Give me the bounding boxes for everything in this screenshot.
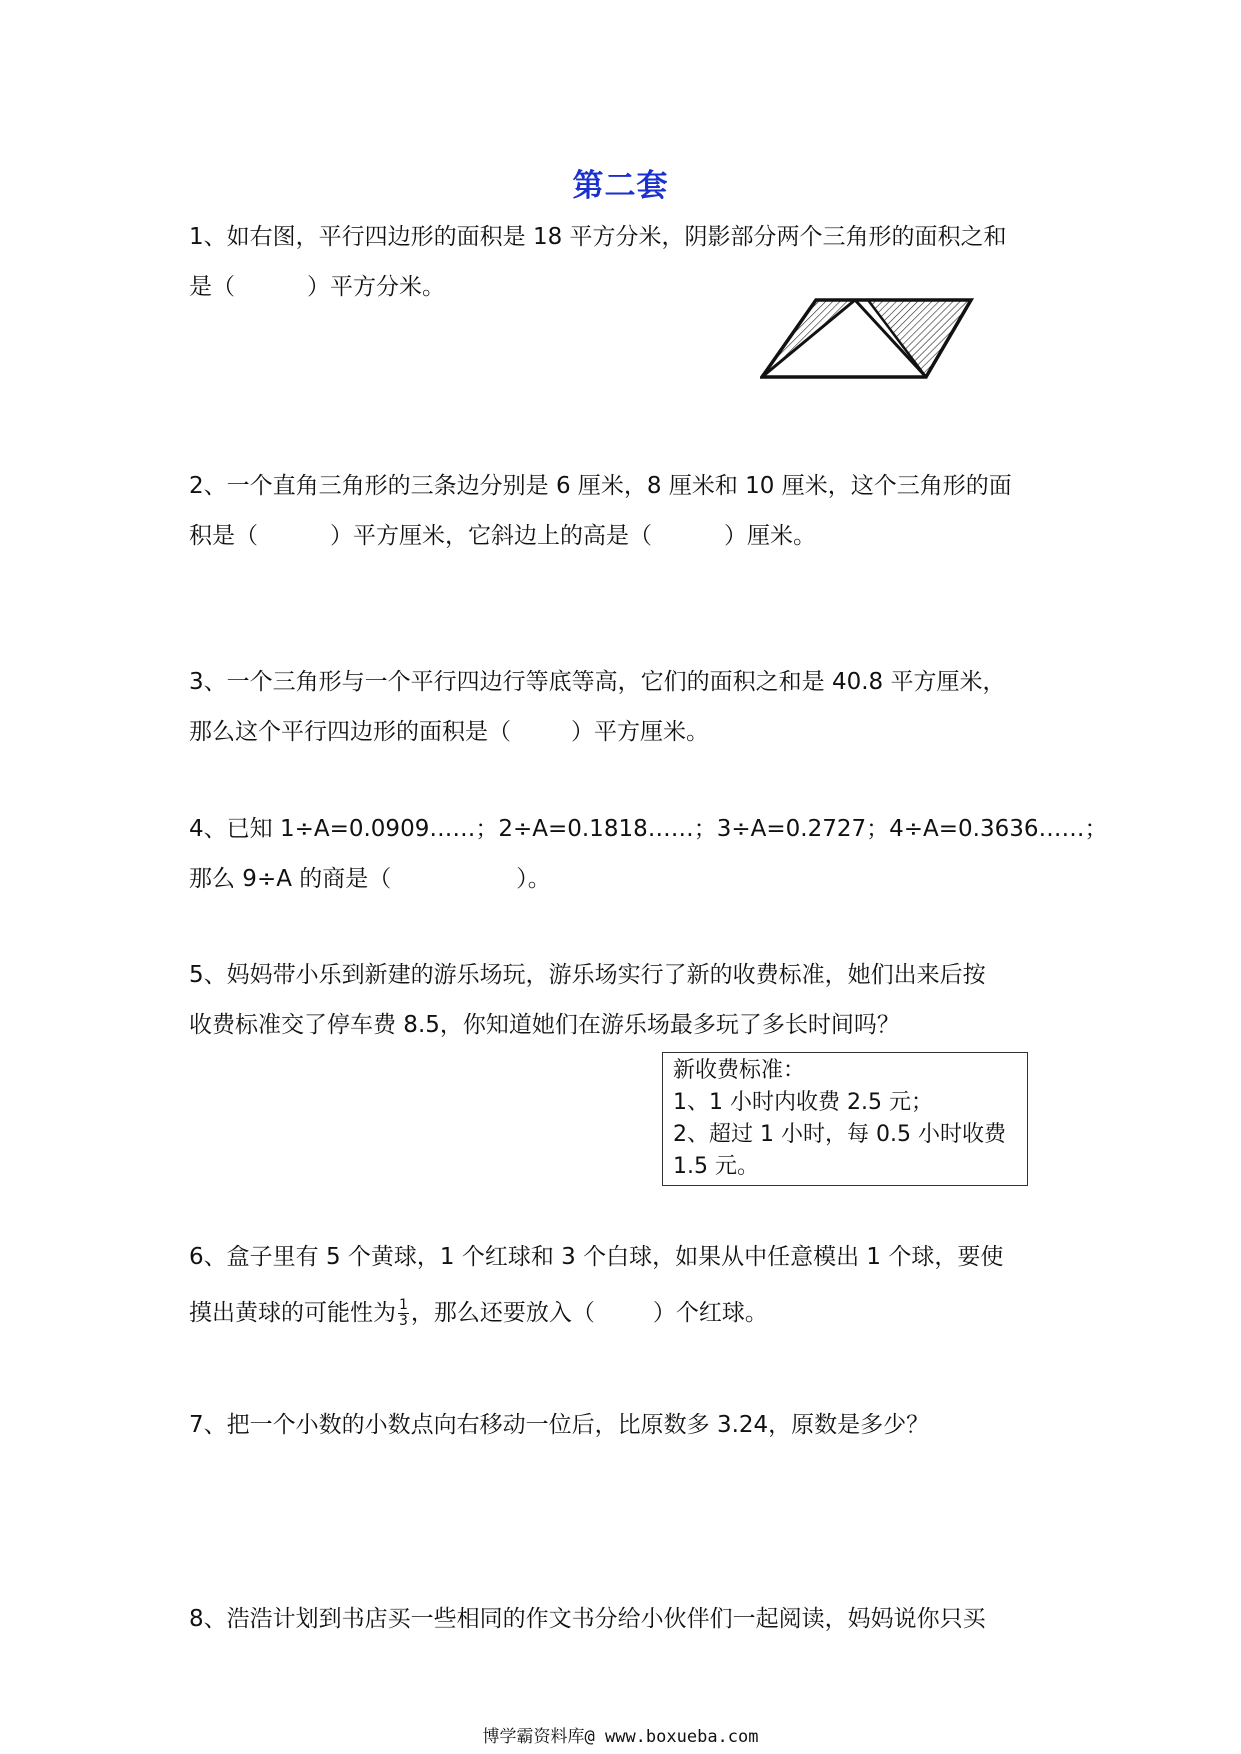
question-8 [189,1594,1059,1644]
question-6-text-b: ，那么还要放入（ [410,1300,595,1326]
fraction-numerator: 1 [399,1297,408,1313]
question-1-text-b: ）平方分米。 [307,274,445,300]
fee-rule-1: 1、1 小时内收费 2.5 元； [673,1090,933,1115]
question-3-text-a: 那么这个平行四边形的面积是（ [189,719,511,745]
question-6-text-c: ）个红球。 [652,1300,768,1326]
fee-box-title: 新收费标准： [673,1058,806,1083]
question-3 [189,657,1059,757]
question-6-text-a: 摸出黄球的可能性为 [189,1300,396,1326]
question-1-line-1: 1、如右图，平行四边形的面积是 18 平方分米，阴影部分两个三角形的面积之和 [189,224,1007,250]
question-6-line-1: 6、盒子里有 5 个黄球，1 个红球和 3 个白球，如果从中任意模出 1 个球，要使 [189,1244,1004,1270]
question-4 [189,804,1108,904]
question-4-text-a: 那么 9÷A 的商是（ [189,866,392,892]
fee-rule-2-continued: 1.5 元。 [673,1154,759,1179]
question-2-text-b: ）平方厘米，它斜边上的高是（ [330,523,652,549]
question-1-text-a: 是（ [189,274,235,300]
question-4-text-b: ）。 [516,866,551,892]
question-4-line-1: 4、已知 1÷A=0.0909……；2÷A=0.1818……；3÷A=0.2727；4÷A=0.3636……； [189,816,1108,842]
fee-rule-2: 2、超过 1 小时，每 0.5 小时收费 [673,1122,1006,1147]
question-2-text-c: ）厘米。 [724,523,816,549]
question-2 [189,461,1059,561]
page-title: 第二套 [572,168,669,204]
footer-watermark: 博学霸资料库@ www.boxueba.com [482,1727,759,1747]
question-7-line-1: 7、把一个小数的小数点向右移动一位后，比原数多 3.24，原数是多少？ [189,1412,930,1438]
fee-standard-box [662,1052,1028,1186]
question-5-line-1: 5、妈妈带小乐到新建的游乐场玩，游乐场实行了新的收费标准，她们出来后按 [189,962,986,988]
question-6 [189,1232,1059,1338]
question-6-line-2 [189,1288,1059,1338]
question-2-text-a: 积是（ [189,523,258,549]
fraction-one-third [398,1298,409,1329]
question-8-line-1: 8、浩浩计划到书店买一些相同的作文书分给小伙伴们一起阅读，妈妈说你只买 [189,1606,986,1632]
question-3-text-b: ）平方厘米。 [571,719,709,745]
question-5 [189,950,1059,1050]
shaded-triangle-right [868,300,971,377]
question-2-line-1: 2、一个直角三角形的三条边分别是 6 厘米，8 厘米和 10 厘米，这个三角形的面 [189,473,1012,499]
question-7 [189,1400,1059,1450]
question-3-line-1: 3、一个三角形与一个平行四边行等底等高，它们的面积之和是 40.8 平方厘米， [189,669,1006,695]
parallelogram-figure [760,296,974,382]
question-3-line-2 [189,707,1059,757]
question-5-line-2: 收费标准交了停车费 8.5，你知道她们在游乐场最多玩了多长时间吗？ [189,1012,900,1038]
question-2-line-2 [189,511,1059,561]
question-4-line-2 [189,854,1059,904]
fraction-denominator: 3 [399,1313,408,1329]
